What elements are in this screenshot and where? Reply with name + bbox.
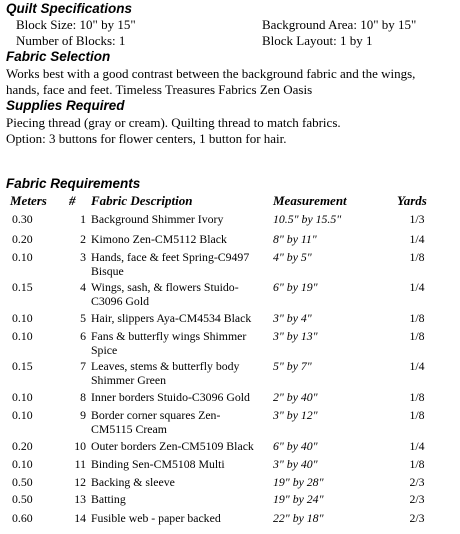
fabric-selection-line-1: Works best with a good contrast between the background fabric and the wings,	[6, 66, 416, 81]
cell-measurement: 10.5" by 15.5"	[273, 212, 342, 226]
supplies-line-1: Piecing thread (gray or cream). Quilting thread to match fabrics.	[6, 115, 341, 130]
cell-measurement: 6" by 19"	[273, 280, 318, 294]
cell-measurement: 4" by 5"	[273, 250, 312, 264]
cell-description: Kimono Zen-CM5112 Black	[91, 232, 227, 246]
cell-meters: 0.10	[12, 390, 33, 404]
cell-number: 8	[80, 390, 86, 404]
cell-meters: 0.50	[12, 492, 33, 506]
column-header-number: #	[69, 193, 76, 208]
column-header-meters: Meters	[10, 193, 47, 208]
cell-description-continued: Spice	[91, 343, 118, 357]
column-header-measurement: Measurement	[273, 193, 347, 208]
cell-description: Leaves, stems & butterfly body	[91, 359, 240, 373]
cell-measurement: 2" by 40"	[273, 390, 318, 404]
cell-meters: 0.10	[12, 329, 33, 343]
cell-number: 6	[80, 329, 86, 343]
cell-number: 7	[80, 359, 86, 373]
cell-number: 1	[80, 212, 86, 226]
cell-measurement: 3" by 40"	[273, 457, 318, 471]
cell-meters: 0.50	[12, 475, 33, 489]
cell-measurement: 3" by 12"	[273, 408, 318, 422]
cell-number: 13	[74, 492, 86, 506]
cell-measurement: 5" by 7"	[273, 359, 312, 373]
cell-yards: 1/8	[409, 250, 425, 264]
supplies-required-heading: Supplies Required	[6, 98, 125, 113]
cell-yards: 1/8	[409, 311, 425, 325]
block-size: Block Size: 10" by 15"	[16, 17, 136, 32]
cell-yards: 2/3	[409, 492, 425, 506]
cell-number: 5	[80, 311, 86, 325]
cell-meters: 0.15	[12, 280, 33, 294]
block-layout: Block Layout: 1 by 1	[262, 33, 373, 48]
cell-yards: 2/3	[409, 475, 425, 489]
cell-measurement: 19" by 28"	[273, 475, 324, 489]
cell-description: Fusible web - paper backed	[91, 511, 221, 525]
cell-number: 11	[74, 457, 86, 471]
cell-description-continued: C3096 Gold	[91, 294, 150, 308]
cell-yards: 1/8	[409, 329, 425, 343]
cell-meters: 0.10	[12, 457, 33, 471]
cell-yards: 1/4	[409, 232, 425, 246]
cell-yards: 2/3	[409, 511, 425, 525]
cell-meters: 0.30	[12, 212, 33, 226]
cell-description-continued: Bisque	[91, 264, 124, 278]
cell-number: 2	[80, 232, 86, 246]
fabric-selection-line-2: hands, face and feet. Timeless Treasures Fabrics Zen Oasis	[6, 82, 313, 97]
cell-measurement: 19" by 24"	[273, 492, 324, 506]
cell-meters: 0.20	[12, 439, 33, 453]
cell-description-continued: CM5115 Cream	[91, 422, 167, 436]
number-of-blocks: Number of Blocks: 1	[16, 33, 126, 48]
cell-yards: 1/8	[409, 408, 425, 422]
cell-yards: 1/4	[409, 439, 425, 453]
cell-measurement: 6" by 40"	[273, 439, 318, 453]
cell-meters: 0.60	[12, 511, 33, 525]
cell-description-continued: Shimmer Green	[91, 373, 167, 387]
cell-number: 14	[74, 511, 86, 525]
cell-number: 10	[74, 439, 86, 453]
cell-meters: 0.10	[12, 311, 33, 325]
cell-description: Hands, face & feet Spring-C9497	[91, 250, 250, 264]
column-header-description: Fabric Description	[91, 193, 193, 208]
fabric-requirements-heading: Fabric Requirements	[6, 176, 141, 191]
cell-number: 4	[80, 280, 86, 294]
cell-description: Fans & butterfly wings Shimmer	[91, 329, 247, 343]
cell-yards: 1/8	[409, 390, 425, 404]
cell-meters: 0.20	[12, 232, 33, 246]
cell-measurement: 8" by 11"	[273, 232, 317, 246]
cell-yards: 1/8	[409, 457, 425, 471]
cell-description: Hair, slippers Aya-CM4534 Black	[91, 311, 252, 325]
quilt-specifications-heading: Quilt Specifications	[6, 1, 133, 16]
background-area: Background Area: 10" by 15"	[262, 17, 417, 32]
cell-description: Background Shimmer Ivory	[91, 212, 224, 226]
fabric-selection-heading: Fabric Selection	[6, 49, 111, 64]
cell-yards: 1/4	[409, 359, 425, 373]
cell-measurement: 22" by 18"	[273, 511, 324, 525]
cell-measurement: 3" by 13"	[273, 329, 318, 343]
column-header-yards: Yards	[397, 193, 427, 208]
cell-meters: 0.10	[12, 250, 33, 264]
cell-meters: 0.15	[12, 359, 33, 373]
cell-yards: 1/4	[409, 280, 425, 294]
cell-number: 3	[80, 250, 86, 264]
cell-description: Batting	[91, 492, 126, 506]
cell-description: Outer borders Zen-CM5109 Black	[91, 439, 254, 453]
cell-yards: 1/3	[409, 212, 425, 226]
cell-meters: 0.10	[12, 408, 33, 422]
supplies-line-2: Option: 3 buttons for flower centers, 1 button for hair.	[6, 131, 287, 146]
cell-measurement: 3" by 4"	[273, 311, 312, 325]
cell-description: Border corner squares Zen-	[91, 408, 221, 422]
cell-description: Wings, sash, & flowers Stuido-	[91, 280, 239, 294]
cell-description: Inner borders Stuido-C3096 Gold	[91, 390, 250, 404]
cell-number: 9	[80, 408, 86, 422]
cell-number: 12	[74, 475, 86, 489]
cell-description: Binding Sen-CM5108 Multi	[91, 457, 225, 471]
cell-description: Backing & sleeve	[91, 475, 175, 489]
